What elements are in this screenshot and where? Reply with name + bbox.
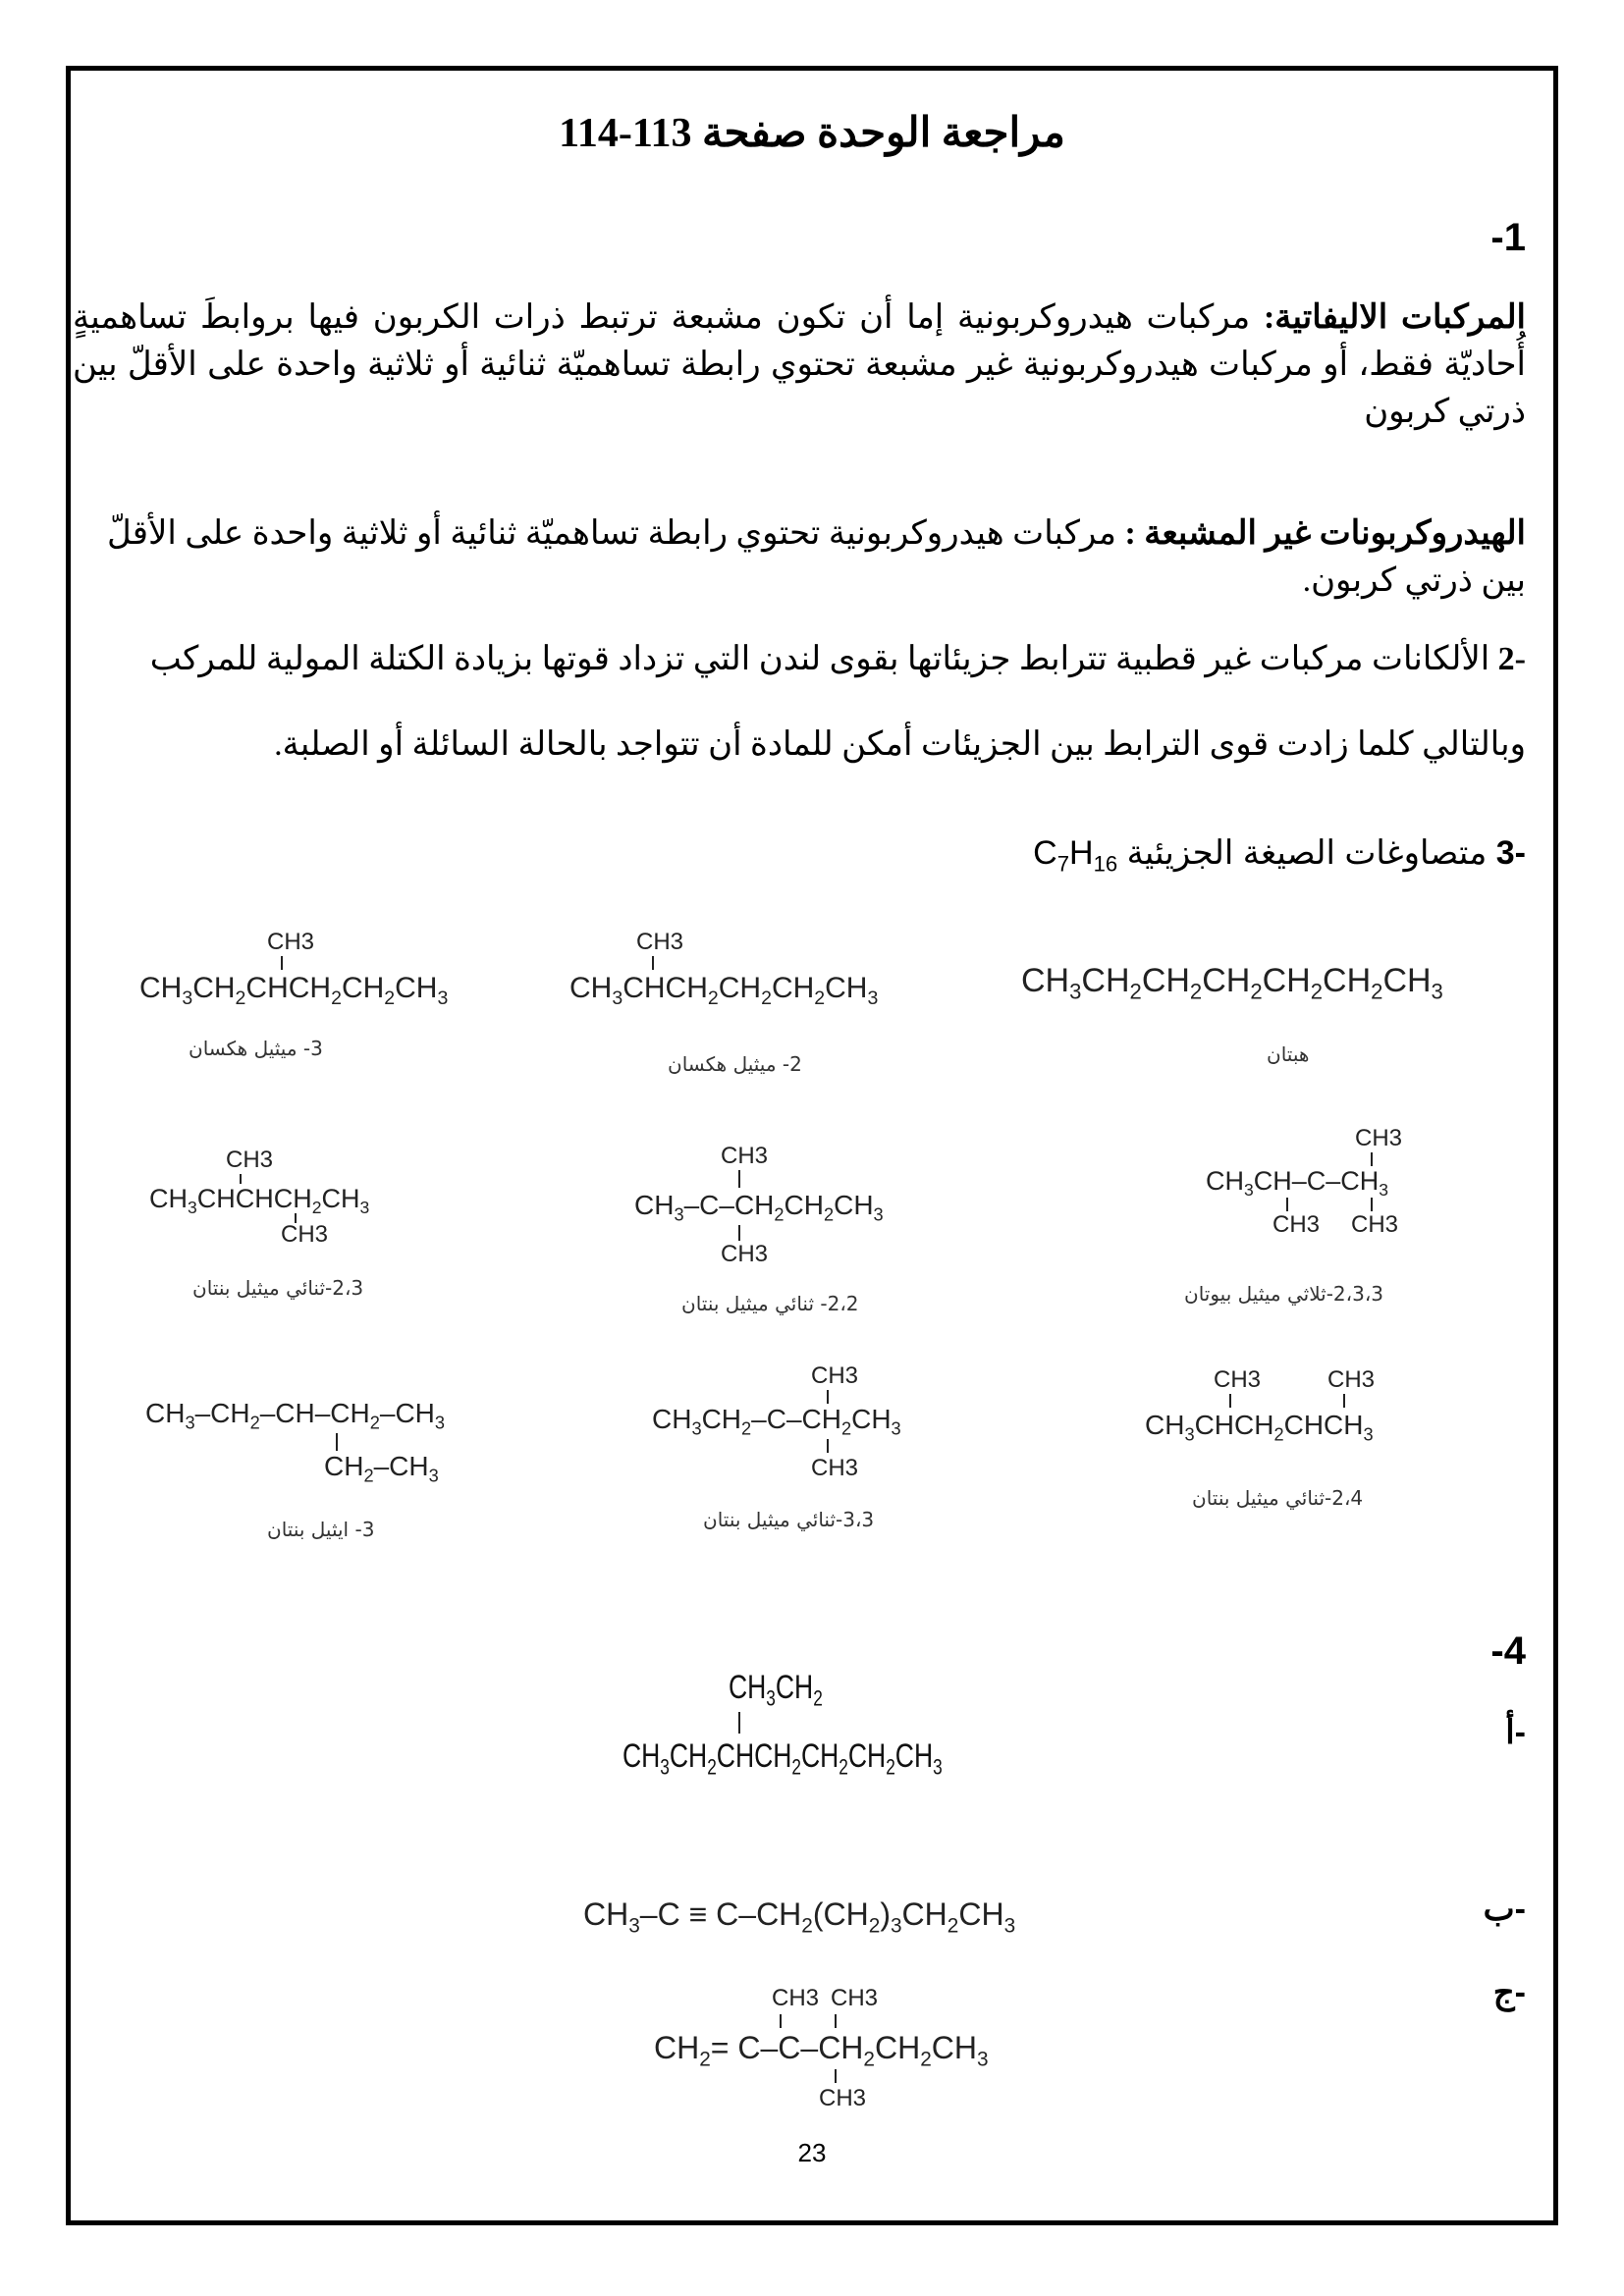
- isomer-name-heptane: هبتان: [1267, 1042, 1310, 1066]
- formula-2-methylhexane: $CH_3CHCH_2CH_2CH_2CH_3$: [569, 972, 879, 1009]
- substituent-ch3: CH3: [1272, 1211, 1321, 1238]
- bond-line: [827, 1439, 829, 1453]
- substituent-ch3: CH3: [226, 1147, 274, 1173]
- substituent-ch3: CH3: [636, 929, 684, 955]
- question-2-text-1: الألكانات مركبات غير قطبية تترابط جزيئاتها بقوى لندن التي تزداد قوتها بزيادة الكتلة المولية للمركب: [149, 641, 1498, 677]
- unsaturated-definition: [73, 510, 1526, 605]
- question-3-title: متصاوغات الصيغة الجزيئية: [1117, 834, 1496, 872]
- bond-line: [827, 1390, 829, 1404]
- bond-line: [1371, 1152, 1373, 1166]
- substituent-ch3: CH3: [831, 1985, 879, 2011]
- formula-4a: $CH_3CH_2CHCH_2CH_2CH_2CH_3$: [623, 1737, 943, 1780]
- formula-4b: $CH_3-C \equiv C-CH_2(CH_2)_3CH_2CH_3$: [583, 1896, 1016, 1938]
- aliphatic-text: مركبات هيدروكربونية إما أن تكون مشبعة ترتبط ذرات الكربون فيها بروابطَ تساهميةٍ أُحاديّة فقط، أو مركبات هيدروكربونية غير مشبعة تحتوي رابطة تساهميّة ثنائية أو ثلاثية واحدة على الأقلّ بين ذرتي كربون: [73, 299, 1526, 430]
- substituent-ch3: CH3: [819, 2085, 867, 2111]
- question-3-heading: [73, 829, 1526, 877]
- substituent-ch3: CH3: [772, 1985, 820, 2011]
- substituent-ch3: CH3: [721, 1241, 769, 1267]
- part-c-label: ج-: [1492, 1974, 1526, 2011]
- formula-3-methylhexane: $CH_3CH_2CHCH_2CH_2CH_3$: [139, 972, 449, 1009]
- question-2-line-1: [73, 636, 1526, 683]
- substituent-ch3: CH3: [1351, 1211, 1399, 1238]
- isomer-name-2-3-3-trimethylbutane: 2،3،3-ثلاثي ميثيل بيوتان: [1184, 1282, 1384, 1306]
- substituent-ch3: CH3: [811, 1455, 859, 1481]
- isomer-name-3-ethylpentane: 3- ايثيل بنتان: [267, 1518, 375, 1541]
- aliphatic-definition: [73, 294, 1526, 436]
- bond-line: [1343, 1394, 1345, 1408]
- substituent-ch3: CH3: [1355, 1125, 1403, 1151]
- isomer-name-3-methylhexane: 3- ميثيل هكسان: [189, 1037, 323, 1060]
- aliphatic-term: المركبات الاليفاتية:: [1263, 299, 1527, 336]
- formula-2-3-3-trimethylbutane: $CH_3CH-C-CH_3$: [1206, 1166, 1389, 1201]
- bond-line: [738, 1170, 740, 1188]
- question-3-number: -3: [1495, 834, 1526, 872]
- formula-3-3-dimethylpentane: $CH_3CH_2-C-CH_2CH_3$: [652, 1404, 901, 1439]
- unsaturated-term: الهيدروكربونات غير المشبعة :: [1124, 515, 1526, 552]
- part-a-label: أ-: [1505, 1714, 1526, 1751]
- question-2-number: -2: [1497, 641, 1526, 677]
- page-number: 23: [797, 2138, 827, 2167]
- substituent-ch3: CH3: [811, 1362, 859, 1389]
- bond-line: [835, 2069, 837, 2083]
- bond-line: [1371, 1198, 1373, 1211]
- molecular-formula: $C_7H_{16}$: [1033, 834, 1118, 877]
- bond-line: [738, 1712, 740, 1734]
- bond-line: [1286, 1198, 1288, 1211]
- unsaturated-text: مركبات هيدروكربونية تحتوي رابطة تساهميّة ثنائية أو ثلاثية واحدة على الأقلّ بين ذرتي كربون.: [107, 515, 1526, 599]
- bond-line: [240, 1174, 242, 1184]
- bond-line: [738, 1225, 740, 1241]
- bond-line: [652, 956, 654, 970]
- bond-line: [281, 956, 283, 970]
- formula-3-ethylpentane: $CH_3-CH_2-CH-CH_2-CH_3$: [145, 1398, 446, 1433]
- formula-2-4-dimethylpentane: $CH_3CHCH_2CHCH_3$: [1145, 1410, 1374, 1445]
- bond-line: [835, 2014, 837, 2028]
- isomer-name-2-2-dimethylpentane: 2،2- ثنائي ميثيل بنتان: [681, 1292, 859, 1315]
- substituent-ch3: CH3: [721, 1143, 769, 1169]
- formula-2-3-dimethylpentane: $CH_3CHCHCH_2CH_3$: [149, 1184, 370, 1218]
- substituent-ch3: CH3: [1327, 1366, 1376, 1393]
- question-4-number: -4: [1490, 1629, 1526, 1673]
- isomer-name-2-methylhexane: 2- ميثيل هكسان: [668, 1052, 802, 1076]
- formula-2-2-dimethylpentane: $CH_3-C-CH_2CH_2CH_3$: [634, 1190, 884, 1225]
- substituent-ch3: CH3: [281, 1221, 329, 1248]
- isomer-name-3-3-dimethylpentane: 3،3-ثنائي ميثيل بنتان: [703, 1508, 875, 1531]
- substituent-ethyl: $CH_3CH_2$: [729, 1669, 823, 1711]
- substituent-ch3: CH3: [1214, 1366, 1262, 1393]
- isomer-name-2-3-dimethylpentane: 2،3-ثنائي ميثيل بنتان: [192, 1276, 364, 1300]
- substituent-ethyl: $CH_2-CH_3$: [324, 1451, 439, 1486]
- substituent-ch3: CH3: [267, 929, 315, 955]
- question-1-number: -1: [1490, 216, 1526, 259]
- formula-heptane: $CH_3CH_2CH_2CH_2CH_2CH_2CH_3$: [1021, 962, 1443, 1004]
- formula-4c: $CH_2= C-C-CH_2CH_2CH_3$: [654, 2030, 989, 2071]
- bond-line: [1229, 1394, 1231, 1408]
- page-title: مراجعة الوحدة صفحة 113-114: [559, 111, 1065, 156]
- bond-line: [336, 1433, 338, 1451]
- part-b-label: ب-: [1483, 1891, 1526, 1928]
- question-2-line-2: وبالتالي كلما زادت قوى الترابط بين الجزيئات أمكن للمادة أن تتواجد بالحالة السائلة أو الصلبة.: [274, 726, 1526, 763]
- bond-line: [780, 2014, 782, 2028]
- isomer-name-2-4-dimethylpentane: 2،4-ثنائي ميثيل بنتان: [1192, 1486, 1364, 1510]
